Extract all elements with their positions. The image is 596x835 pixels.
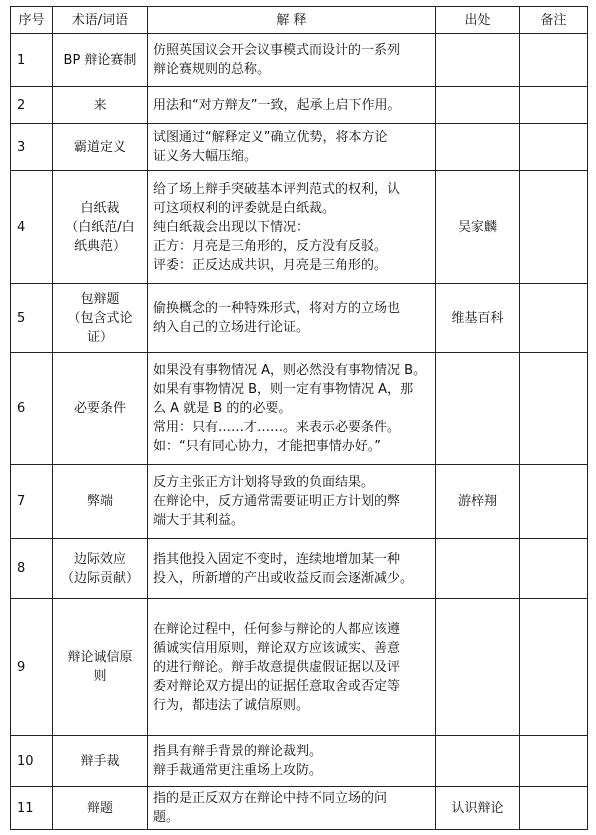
table-row <box>11 353 588 465</box>
term-cell <box>53 124 148 171</box>
row-number: 7 <box>11 465 53 539</box>
term-line: （白纸范/白 <box>65 219 135 235</box>
header-note: 备注 <box>520 7 588 34</box>
explanation-line: 辩手裁通常更注重场上攻防。 <box>153 763 323 778</box>
explanation-line: 么 A 就是 B 的的必要。 <box>153 401 292 416</box>
explanation-line: 题。 <box>153 810 180 825</box>
note-cell <box>520 87 588 124</box>
term-line: 白纸裁 <box>80 200 120 216</box>
explanation-line: 委对辩论双方提出的证据任意取舍或否定等 <box>153 678 401 694</box>
explanation-line: 反方主张正方计划将导致的负面结果。 <box>153 475 375 490</box>
source-cell: 游梓翔 <box>436 465 520 539</box>
note-cell <box>520 599 588 736</box>
explanation-line: 如果没有事物情况 A，则必然没有事物情况 B。 <box>153 363 427 378</box>
note-cell <box>520 34 588 87</box>
row-number: 3 <box>11 124 53 171</box>
source-cell <box>436 34 520 87</box>
note-cell <box>520 171 588 284</box>
explanation-line: 端大于其利益。 <box>153 513 245 528</box>
table-row <box>11 284 588 353</box>
note-cell <box>520 284 588 353</box>
term-cell <box>53 87 148 124</box>
explanation-line: 给了场上辩手突破基本评判范式的权利，认 <box>153 181 401 197</box>
explanation-line: 指其他投入固定不变时，连续地增加某一种 <box>153 551 401 567</box>
table-row <box>11 736 588 787</box>
explanation-line: 仿照英国议会开会议事模式而设计的一系列 <box>153 43 401 58</box>
header-term: 术语/词语 <box>53 7 148 34</box>
explanation-line: 偷换概念的一种特殊形式，将对方的立场也 <box>153 301 401 316</box>
table-row <box>11 465 588 539</box>
explanation-line: 指的是正反双方在辩论中持不同立场的问 <box>153 791 388 806</box>
table-row <box>11 539 588 599</box>
term-cell <box>53 353 148 465</box>
header-explanation: 解 释 <box>148 7 436 34</box>
explanation-line: 评委：正反达成共识，月亮是三角形的。 <box>153 257 388 273</box>
explanation-cell <box>148 736 436 787</box>
explanation-line: 指具有辩手背景的辩论裁判。 <box>153 744 323 759</box>
row-number: 9 <box>11 599 53 736</box>
term-line: 弊端 <box>86 494 113 509</box>
term-cell <box>53 171 148 284</box>
source-cell <box>436 87 520 124</box>
explanation-line: 在辩论过程中，任何参与辩论的人都应该遵 <box>153 621 401 637</box>
explanation-cell <box>148 124 436 171</box>
source-cell: 吴家麟 <box>436 171 520 284</box>
header-number: 序号 <box>11 7 53 34</box>
explanation-line: 证义务大幅压缩。 <box>153 149 258 164</box>
note-cell <box>520 787 588 830</box>
explanation-cell <box>148 87 436 124</box>
explanation-cell <box>148 34 436 87</box>
source-cell <box>436 353 520 465</box>
explanation-cell <box>148 539 436 599</box>
explanation-line: 常用：只有……才……。来表示必要条件。 <box>153 420 401 435</box>
explanation-line: 如：“只有同心协力，才能把事情办好。” <box>153 439 381 454</box>
row-number: 6 <box>11 353 53 465</box>
term-cell <box>53 284 148 353</box>
row-number: 2 <box>11 87 53 124</box>
explanation-line: 用法和“对方辩友”一致，起承上启下作用。 <box>153 97 401 113</box>
note-cell <box>520 353 588 465</box>
table-row <box>11 599 588 736</box>
term-line: 辩题 <box>86 800 113 816</box>
explanation-line: 行为，都违法了诚信原则。 <box>153 697 310 713</box>
term-line: 辩论诚信原 <box>67 650 133 665</box>
term-line: 则 <box>93 669 107 684</box>
row-number: 4 <box>11 171 53 284</box>
explanation-line: 纯白纸裁会出现以下情况： <box>153 219 310 235</box>
row-number: 10 <box>11 736 53 787</box>
explanation-line: 如果有事物情况 B，则一定有事物情况 A，那 <box>153 382 414 397</box>
term-line: BP 辩论赛制 <box>63 52 137 68</box>
note-cell <box>520 736 588 787</box>
explanation-cell <box>148 171 436 284</box>
table-row <box>11 124 588 171</box>
explanation-cell <box>148 599 436 736</box>
table-row <box>11 787 588 830</box>
row-number: 1 <box>11 34 53 87</box>
source-cell <box>436 599 520 736</box>
glossary-table <box>10 6 588 830</box>
source-cell <box>436 124 520 171</box>
explanation-line: 正方：月亮是三角形的，反方没有反驳。 <box>153 238 388 254</box>
explanation-cell <box>148 465 436 539</box>
header-row <box>11 7 588 34</box>
note-cell <box>520 539 588 599</box>
explanation-line: 在辩论中，反方通常需要证明正方计划的弊 <box>153 494 401 509</box>
source-cell: 维基百科 <box>436 284 520 353</box>
source-cell <box>436 736 520 787</box>
term-cell <box>53 465 148 539</box>
row-number: 8 <box>11 539 53 599</box>
explanation-cell <box>148 353 436 465</box>
explanation-line: 试图通过“解释定义”确立优势，将本方论 <box>153 130 388 145</box>
term-line: 纸典范） <box>73 238 126 254</box>
term-line: 来 <box>93 97 107 113</box>
explanation-line: 纳入自己的立场进行论证。 <box>153 320 310 335</box>
explanation-line: 辩论赛规则的总称。 <box>153 62 271 77</box>
term-line: （包含式论 <box>67 310 133 326</box>
term-line: 包辩题 <box>80 291 120 307</box>
note-cell <box>520 124 588 171</box>
source-cell: 认识辩论 <box>436 787 520 830</box>
term-cell <box>53 539 148 599</box>
explanation-line: 投入，所新增的产出或收益反而会逐渐减少。 <box>153 570 414 586</box>
term-line: 辩手裁 <box>80 753 120 769</box>
term-cell <box>53 736 148 787</box>
source-cell <box>436 539 520 599</box>
row-number: 11 <box>11 787 53 830</box>
explanation-cell <box>148 787 436 830</box>
term-line: 边际效应 <box>73 551 126 567</box>
term-line: 必要条件 <box>73 401 126 416</box>
term-line: 霸道定义 <box>73 139 126 155</box>
term-cell <box>53 599 148 736</box>
header-source: 出处 <box>436 7 520 34</box>
note-cell <box>520 465 588 539</box>
explanation-cell <box>148 284 436 353</box>
explanation-line: 的进行辩论。辩手故意提供虚假证据以及评 <box>153 659 401 675</box>
explanation-line: 可这项权利的评委就是白纸裁。 <box>153 200 336 216</box>
table-row <box>11 87 588 124</box>
table-body <box>11 34 588 830</box>
explanation-line: 循诚实信用原则，辩论双方应该诚实、善意 <box>153 640 401 656</box>
term-line: 证） <box>86 329 113 345</box>
term-cell <box>53 34 148 87</box>
table-row <box>11 171 588 284</box>
table-row <box>11 34 588 87</box>
term-cell <box>53 787 148 830</box>
term-line: （边际贡献） <box>60 570 139 586</box>
row-number: 5 <box>11 284 53 353</box>
